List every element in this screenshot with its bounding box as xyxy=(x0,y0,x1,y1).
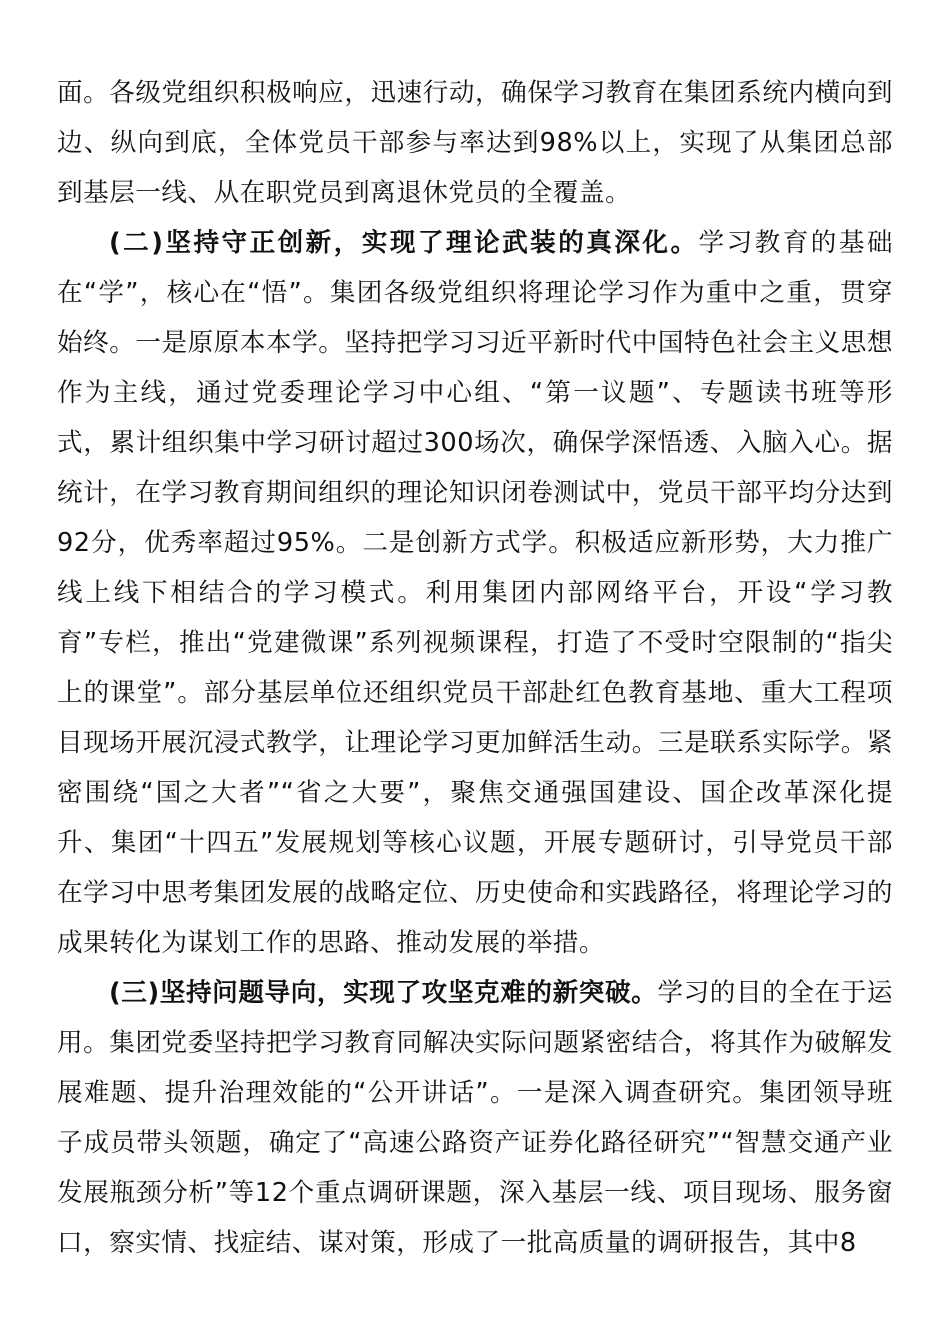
paragraph-body: 学习教育的基础在“学”，核心在“悟”。集团各级党组织将理论学习作为重中之重，贯穿始终。一是原原本本学。坚持把学习习近平新时代中国特色社会主义思想作为主线，通过党委理论学习中心组、“第一议题”、专题读书班等形式，累计组织集中学习研讨超过300场次，确保学深悟透、入脑入心。据统计，在学习教育期间组织的理论知识闭卷测试中，党员干部平均分达到92分，优秀率超过95%。二是创新方式学。积极适应新形势，大力推广线上线下相结合的学习模式。利用集团内部网络平台，开设“学习教育”专栏，推出“党建微课”系列视频课程，打造了不受时空限制的“指尖上的课堂”。部分基层单位还组织党员干部赴红色教育基地、重大工程项目现场开展沉浸式教学，让理论学习更加鲜活生动。三是联系实际学。紧密围绕“国之大者”“省之大要”，聚焦交通强国建设、国企改革深化提升、集团“十四五”发展规划等核心议题，开展专题研讨，引导党员干部在学习中思考集团发展的战略定位、历史使命和实践路径，将理论学习的成果转化为谋划工作的思路、推动发展的举措。 xyxy=(57,228,893,958)
paragraph-body: 面。各级党组织积极响应，迅速行动，确保学习教育在集团系统内横向到边、纵向到底，全体党员干部参与率达到98%以上，实现了从集团总部到基层一线、从在职党员到离退休党员的全覆盖。 xyxy=(57,78,893,208)
section-heading: (二)坚持守正创新，实现了理论武装的真深化。 xyxy=(109,228,699,258)
section-heading: (三)坚持问题导向，实现了攻坚克难的新突破。 xyxy=(109,978,658,1008)
paragraph-section-3 xyxy=(57,968,893,1268)
paragraph-continuation xyxy=(57,68,893,218)
document-page xyxy=(57,68,893,1268)
paragraph-section-2 xyxy=(57,218,893,968)
paragraph-body: 学习的目的全在于运用。集团党委坚持把学习教育同解决实际问题紧密结合，将其作为破解发展难题、提升治理效能的“公开讲话”。一是深入调查研究。集团领导班子成员带头领题，确定了“高速公路资产证券化路径研究”“智慧交通产业发展瓶颈分析”等12个重点调研课题，深入基层一线、项目现场、服务窗口，察实情、找症结、谋对策，形成了一批高质量的调研报告，其中8 xyxy=(57,978,893,1258)
